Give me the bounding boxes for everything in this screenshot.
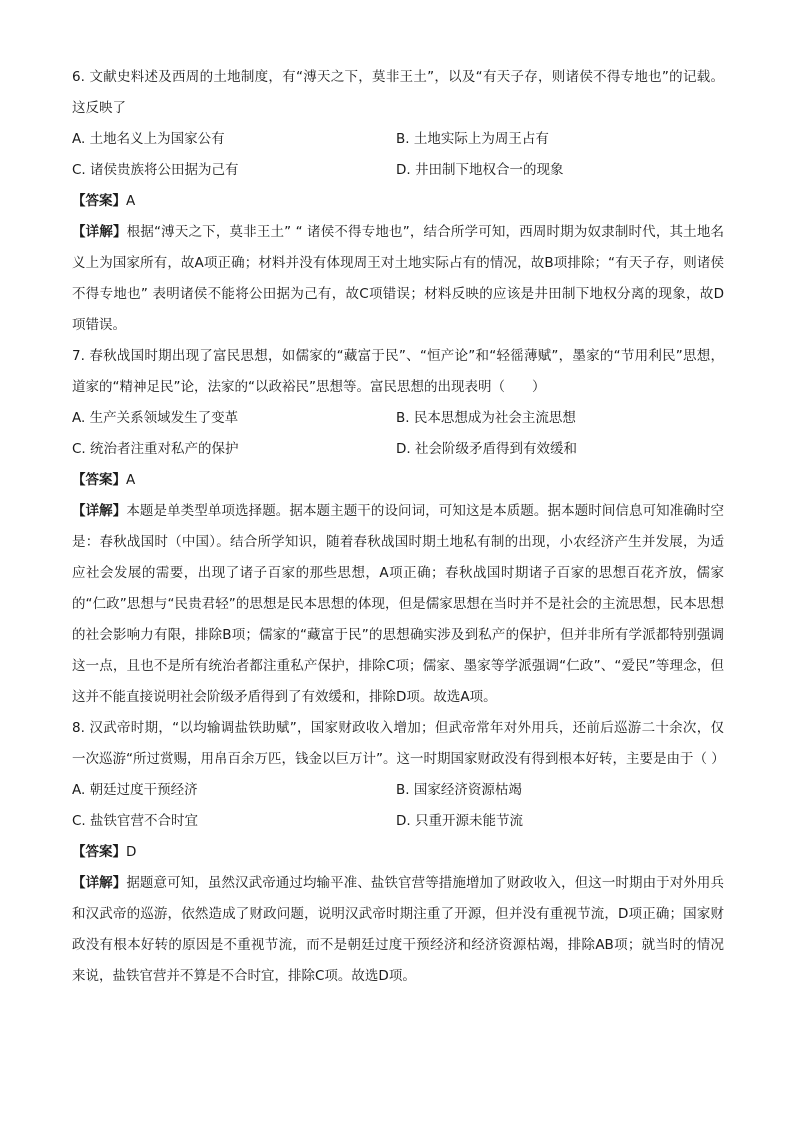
detail-text: 根据“溥天之下，莫非王土” “ 诸侯不得专地也”，结合所学可知，西周时期为奴隶制时代，其土地名义上为国家所有，故A项正确；材料并没有体现周王对土地实际占有的情况，故B项排除；“有天子存，则诸侯不得专地也” 表明诸侯不能将公田据为己有，故C项错误；材料反映的应该是井田制下地权分离的现象，故D项错误。: [72, 224, 725, 333]
answer-label: 【答案】: [72, 193, 126, 209]
answer-line: [72, 837, 724, 868]
option-d: D. 井田制下地权合一的现象: [396, 162, 564, 178]
option-a: A. 土地名义上为国家公有: [72, 131, 225, 147]
option-c: C. 诸侯贵族将公田据为己有: [72, 162, 239, 178]
option-c: C. 盐铁官营不合时宜: [72, 813, 199, 829]
detail-label: 【详解】: [72, 224, 127, 240]
answer-line: [72, 186, 724, 217]
answer-label: 【答案】: [72, 844, 126, 860]
option-b: B. 土地实际上为周王占有: [396, 131, 549, 147]
detail-text: 据题意可知，虽然汉武帝通过均输平准、盐铁官营等措施增加了财政收入，但这一时期由于对外用兵和汉武帝的巡游，依然造成了财政问题，说明汉武帝时期注重了开源，但并没有重视节流，D项正确；国家财政没有根本好转的原因是不重视节流，而不是朝廷过度干预经济和经济资源枯竭，排除AB项；就当时的情况来说，盐铁官营并不算是不合时宜，排除C项。故选D项。: [72, 875, 725, 984]
question-8: [72, 713, 724, 992]
detail-paragraph: [72, 868, 724, 992]
question-6: [72, 62, 724, 341]
option-a: A. 朝廷过度干预经济: [72, 782, 198, 798]
detail-paragraph: [72, 496, 724, 713]
options-grid: [72, 403, 724, 465]
option-a: A. 生产关系领域发生了变革: [72, 410, 239, 426]
option-d: D. 社会阶级矛盾得到有效缓和: [396, 441, 577, 457]
detail-paragraph: [72, 217, 724, 341]
question-7: [72, 341, 724, 713]
detail-text: 本题是单类型单项选择题。据本题主题干的设问词，可知这是本质题。据本题时间信息可知准确时空是：春秋战国时（中国）。结合所学知识，随着春秋战国时期土地私有制的出现，小农经济产生并发展，为适应社会发展的需要，出现了诸子百家的那些思想，A项正确；春秋战国时期诸子百家的思想百花齐放，儒家的“仁政”思想与“民贵君轻”的思想是民本思想的体现，但是儒家思想在当时并不是社会的主流思想，民本思想的社会影响力有限，排除B项；儒家的“藏富于民”的思想确实涉及到私产的保护，但并非所有学派都特别强调这一点，且也不是所有统治者都注重私产保护，排除C项；儒家、墨家等学派强调“仁政”、“爱民”等理念，但这并不能直接说明社会阶级矛盾得到了有效缓和，排除D项。故选A项。: [72, 503, 725, 705]
answer-value: A: [126, 193, 136, 209]
answer-value: A: [126, 472, 136, 488]
option-b: B. 民本思想成为社会主流思想: [396, 410, 576, 426]
answer-line: [72, 465, 724, 496]
question-stem: 8. 汉武帝时期，“以均输调盐铁助赋”，国家财政收入增加；但武帝常年对外用兵，还前后巡游二十余次，仅一次巡游“所过赏赐，用帛百余万匹，钱金以巨万计”。这一时期国家财政没有得到根本好转，主要是由于（ ）: [72, 720, 725, 767]
question-stem: 6. 文献史料述及西周的土地制度，有“溥天之下，莫非王土”，以及“有天子存，则诸侯不得专地也”的记载。这反映了: [72, 69, 724, 116]
option-b: B. 国家经济资源枯竭: [396, 782, 522, 798]
options-grid: [72, 124, 724, 186]
answer-value: D: [126, 844, 137, 860]
options-grid: [72, 775, 724, 837]
detail-label: 【详解】: [72, 503, 127, 519]
option-d: D. 只重开源未能节流: [396, 813, 523, 829]
document-page: [72, 62, 724, 992]
answer-label: 【答案】: [72, 472, 126, 488]
detail-label: 【详解】: [72, 875, 127, 891]
option-c: C. 统治者注重对私产的保护: [72, 441, 239, 457]
question-stem: 7. 春秋战国时期出现了富民思想，如儒家的“藏富于民”、“恒产论”和“轻徭薄赋”，墨家的“节用利民”思想，道家的“精神足民”论，法家的“以政裕民”思想等。富民思想的出现表明（ ）: [72, 348, 724, 395]
